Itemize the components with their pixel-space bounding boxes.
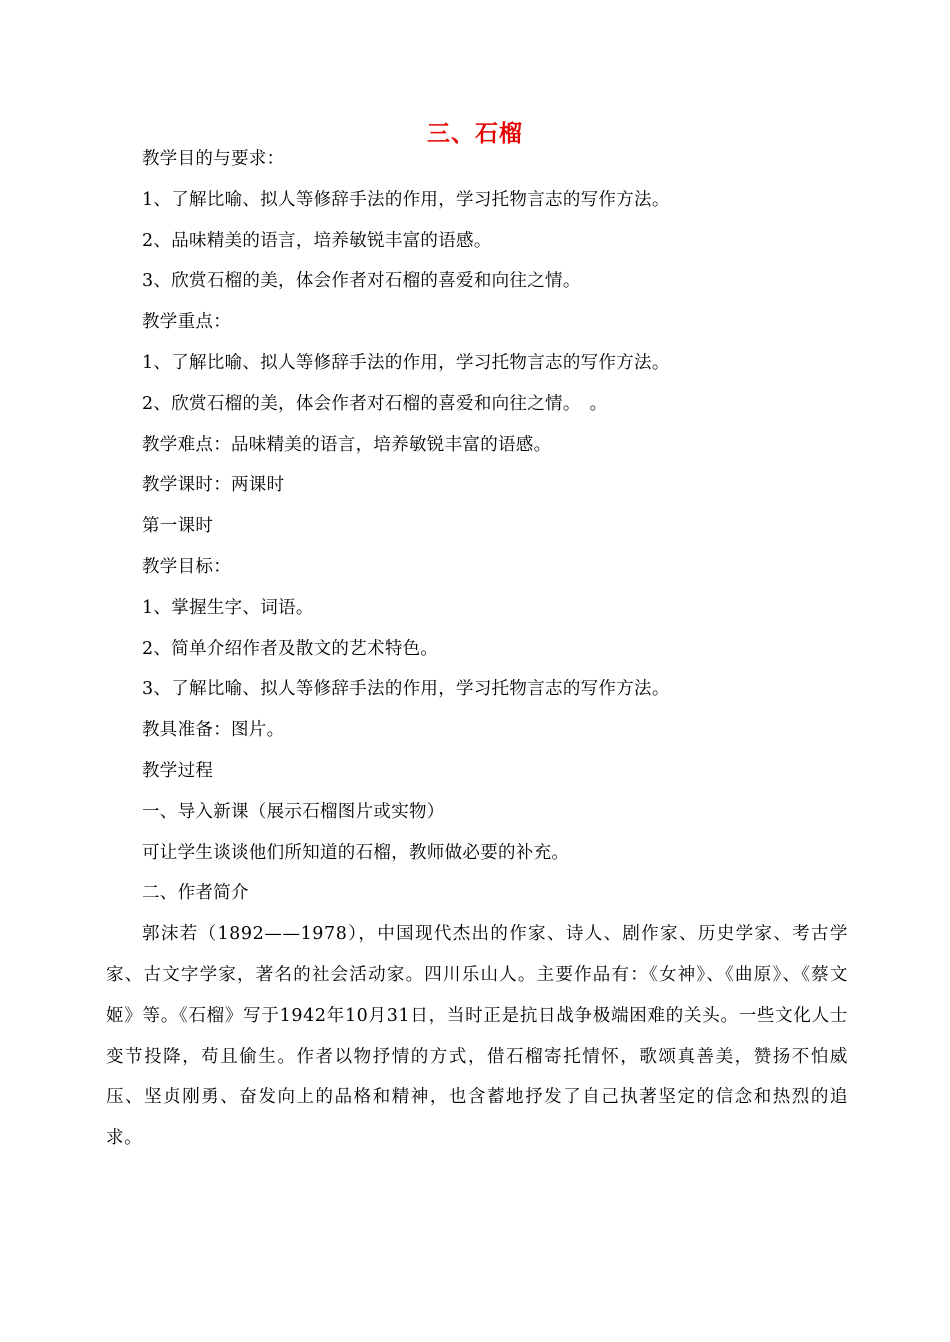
author-intro-paragraph: 郭沫若（1892——1978），中国现代杰出的作家、诗人、剧作家、历史学家、考古学家、古文字学家，著名的社会活动家。四川乐山人。主要作品有：《女神》、《曲原》、《蔡文姬》等。《石榴》写于1942年10月31日，当时正是抗日战争极端困难的关头。一些文化人士变节投降，苟且偷生。作者以物抒情的方式，借石榴寄托情怀，歌颂真善美，赞扬不怕威压、坚贞刚勇、奋发向上的品格和精神，也含蓄地抒发了自己执著坚定的信念和热烈的追求。 — [106, 924, 848, 1149]
document-title: 三、石榴 — [427, 120, 523, 147]
text-line: 2、简单介绍作者及散文的艺术特色。 — [142, 638, 439, 659]
text-line: 3、欣赏石榴的美，体会作者对石榴的喜爱和向往之情。 — [142, 271, 581, 292]
text-line: 3、了解比喻、拟人等修辞手法的作用，学习托物言志的写作方法。 — [142, 679, 670, 700]
text-line: 教学过程 — [142, 760, 214, 781]
text-line: 1、了解比喻、拟人等修辞手法的作用，学习托物言志的写作方法。 — [142, 352, 670, 373]
text-line: 2、欣赏石榴的美，体会作者对石榴的喜爱和向往之情。 。 — [142, 393, 608, 414]
text-line: 教具准备：图片。 — [142, 720, 285, 741]
text-line: 1、掌握生字、词语。 — [142, 597, 314, 618]
text-line: 教学课时：两课时 — [142, 475, 285, 496]
document-body — [106, 148, 848, 1176]
text-line: 教学重点： — [142, 312, 231, 333]
text-line: 可让学生谈谈他们所知道的石榴，教师做必要的补充。 — [142, 842, 570, 863]
text-line: 2、品味精美的语言，培养敏锐丰富的语感。 — [142, 230, 492, 251]
text-line: 一、导入新课（展示石榴图片或实物） — [142, 801, 445, 822]
text-line: 教学目标： — [142, 556, 231, 577]
text-line: 1、了解比喻、拟人等修辞手法的作用，学习托物言志的写作方法。 — [142, 189, 670, 210]
text-line: 教学难点：品味精美的语言，培养敏锐丰富的语感。 — [142, 434, 552, 455]
text-line: 第一课时 — [142, 516, 214, 537]
text-line: 教学目的与要求： — [142, 149, 285, 169]
text-line: 二、作者简介 — [142, 883, 249, 904]
